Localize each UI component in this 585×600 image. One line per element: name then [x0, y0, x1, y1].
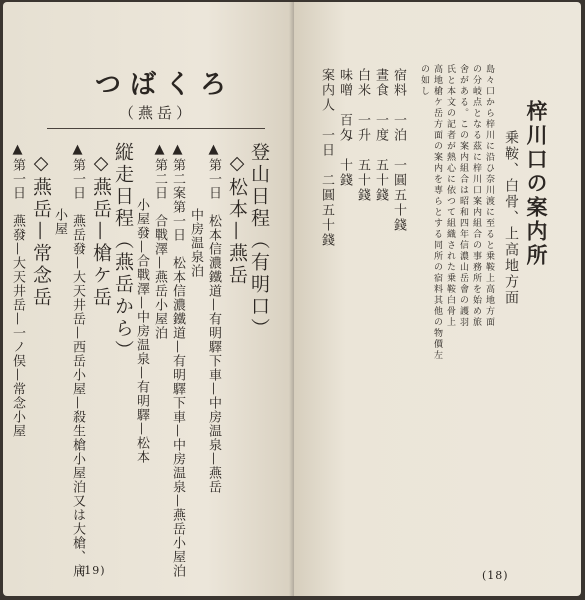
para-line-1: 島々口から梓川に沿ひ奈川渡に至ると乗鞍上高地方面 [484, 64, 494, 328]
para-line-6: の如し [419, 64, 429, 97]
left-page-title: つばくろ [95, 70, 236, 100]
price-row: 味噌 百匁 十錢 [337, 68, 352, 188]
title-rule [47, 128, 265, 129]
left-page-number: (19) [79, 564, 106, 577]
item1-line2: 中房温泉泊 [188, 208, 203, 278]
item1-line1: ▲第一日 松本信濃鐵道—有明驛下車—中房温泉—燕岳 [206, 142, 221, 494]
alt-line2: ▲第二日 合戰澤—燕岳小屋泊 [152, 142, 167, 340]
item2-heading: ◇燕岳—槍ケ岳 [90, 152, 112, 309]
price-row: 白米 一升 五十錢 [355, 68, 370, 203]
right-page [294, 2, 581, 596]
item2-line2: 小屋 [52, 208, 67, 236]
right-page-subtitle: 乗鞍、白骨、上高地方面 [503, 130, 519, 306]
item3-line1: ▲第一日 燕發—大天井岳—一ノ俣—常念小屋 [10, 142, 25, 438]
para-line-3: 舍がある。この案内組合は昭和四年信濃山岳會の護羽 [458, 64, 468, 328]
alt-line3: 小屋發—合戰澤—中房温泉—有明驛—松本 [134, 198, 149, 464]
item1-heading: ◇松本—燕岳 [226, 152, 248, 287]
price-row: 晝食 一度 五十錢 [373, 68, 388, 203]
book-spread [3, 2, 581, 596]
right-page-title: 梓川口の案内所 [524, 100, 549, 268]
left-page-subtitle: （燕岳） [119, 104, 196, 122]
left-page [3, 2, 294, 596]
para-line-4: 氏と本文の記者が熱心に依つて組織された乗鞍白骨上 [445, 64, 455, 328]
alt-line1: ▲第二案第一日 松本信濃鐵道—有明驛下車—中房温泉—燕岳小屋泊 [170, 142, 185, 578]
section-title-traverse: 縦走日程（燕岳から） [112, 142, 134, 362]
right-page-number: (18) [482, 569, 509, 582]
item2-line1: ▲第一日 燕岳發—大天井岳—西岳小屋—殺生槍小屋泊又は大槍、肩 [70, 142, 85, 578]
item3-heading: ◇燕岳—常念岳 [30, 152, 52, 309]
section-title-climbing: 登山日程（有明口） [248, 142, 270, 340]
para-line-2: の分岐点となる茲に梓川口案内組合の事務所を始め旅 [471, 64, 481, 328]
para-line-5: 高地槍ケ岳方面の案内を専らとする同所の宿料其他の物價左 [432, 64, 442, 361]
price-row: 宿料 一泊 一圓五十錢 [391, 68, 406, 233]
price-row: 案内人 一日 二圓五十錢 [319, 68, 334, 248]
